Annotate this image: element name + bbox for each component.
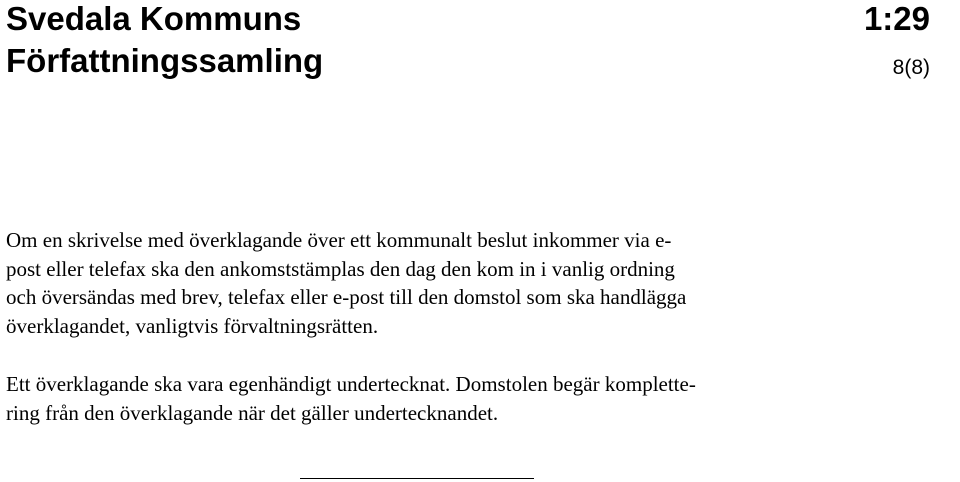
text-line: ring från den överklagande när det gäller undertecknandet. — [6, 400, 499, 425]
organization-name: Svedala Kommuns — [6, 0, 302, 37]
paragraph-appeal-signature — [6, 370, 826, 427]
text-line: Om en skrivelse med överklagande över ett kommunalt beslut inkommer via e- — [6, 228, 672, 252]
collection-title: Författningssamling — [6, 42, 324, 79]
end-rule — [300, 478, 534, 479]
text-line: Ett överklagande ska vara egenhändigt undertecknat. Domstolen begär komplette- — [6, 372, 696, 396]
text-line: överklagandet, vanligtvis förvaltningsrätten. — [6, 313, 379, 338]
text-line: och översändas med brev, telefax eller e-post till den domstol som ska handlägga — [6, 285, 687, 309]
section-number: 1:29 — [863, 0, 930, 37]
paragraph-appeal-submission — [6, 226, 826, 340]
text-line: post eller telefax ska den ankomststämplas den dag den kom in i vanlig ordning — [6, 256, 675, 281]
page-number: 8(8) — [892, 56, 930, 79]
